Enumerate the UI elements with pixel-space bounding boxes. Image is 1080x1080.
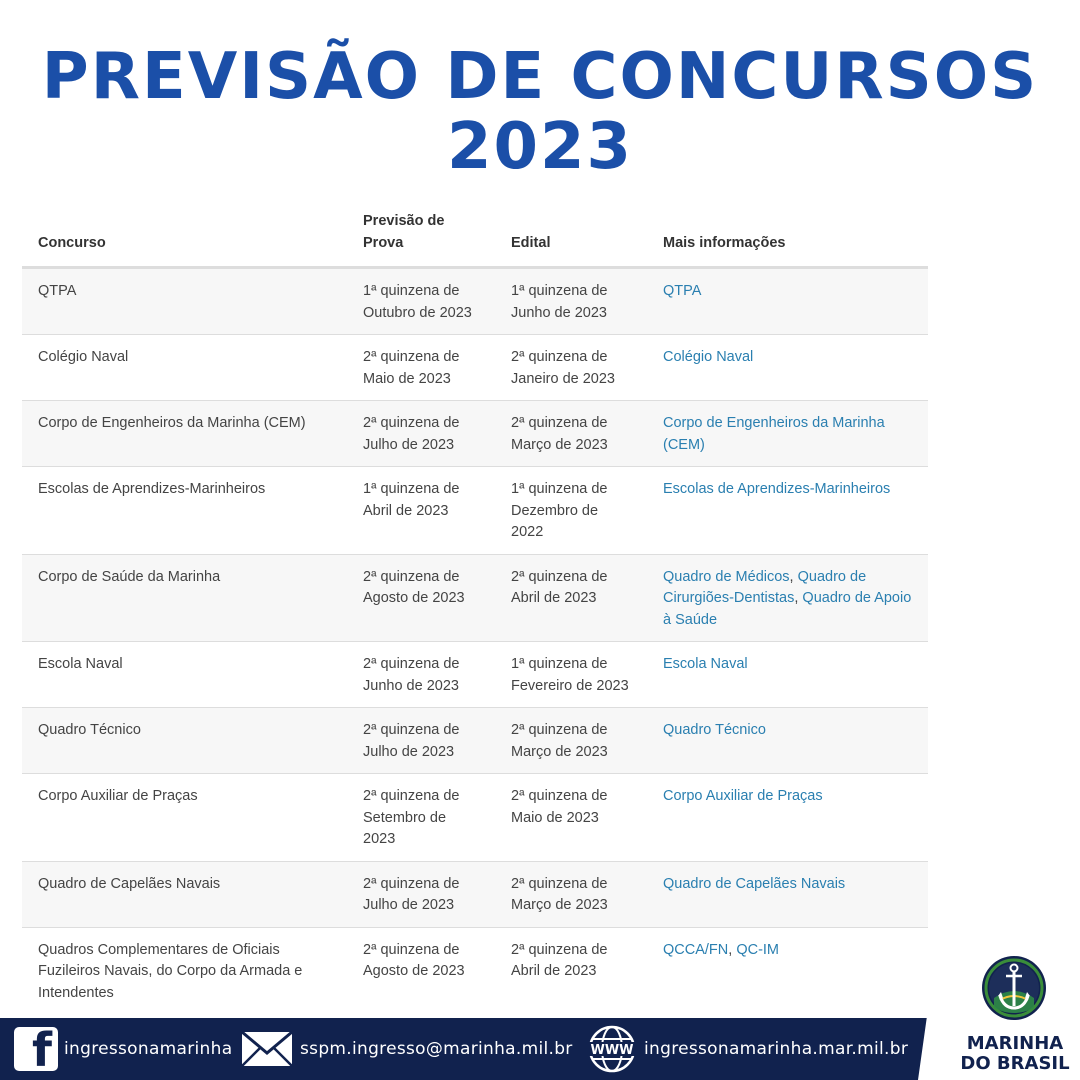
table-row: [22, 927, 928, 1014]
cell-previsao-prova: 2ª quinzena de Agosto de 2023: [347, 927, 495, 1014]
table-row: [22, 554, 928, 642]
website-url: ingressonamarinha.mar.mil.br: [644, 1039, 909, 1059]
brand-name: [950, 1034, 1080, 1074]
footer-bar: [0, 1018, 1080, 1080]
www-globe-icon: [586, 1023, 638, 1075]
footer-facebook[interactable]: [14, 1018, 232, 1080]
cell-concurso: Corpo Auxiliar de Praças: [22, 774, 347, 862]
cell-mais-informacoes: [647, 774, 928, 862]
column-header-edital: Edital: [495, 200, 647, 268]
brand-line1: MARINHA: [966, 1033, 1064, 1054]
cell-edital: 2ª quinzena de Abril de 2023: [495, 927, 647, 1014]
cell-edital: 1ª quinzena de Dezembro de 2022: [495, 467, 647, 555]
cell-mais-informacoes: [647, 401, 928, 467]
cell-mais-informacoes: [647, 642, 928, 708]
cell-concurso: Escolas de Aprendizes-Marinheiros: [22, 467, 347, 555]
cell-mais-informacoes: [647, 861, 928, 927]
cell-concurso: Colégio Naval: [22, 335, 347, 401]
cell-edital: 2ª quinzena de Abril de 2023: [495, 554, 647, 642]
info-link[interactable]: Quadro de Apoio à Saúde: [663, 590, 912, 628]
cell-mais-informacoes: [647, 335, 928, 401]
envelope-icon: [240, 1029, 294, 1069]
cell-concurso: Escola Naval: [22, 642, 347, 708]
brand-line2: DO BRASIL: [960, 1053, 1070, 1074]
cell-edital: 2ª quinzena de Março de 2023: [495, 708, 647, 774]
cell-previsao-prova: 2ª quinzena de Julho de 2023: [347, 708, 495, 774]
info-link[interactable]: Quadro de Cirurgiões-Dentistas: [663, 568, 867, 606]
info-link[interactable]: Quadro Técnico: [663, 722, 766, 738]
info-link[interactable]: Escola Naval: [663, 656, 748, 672]
cell-edital: 2ª quinzena de Março de 2023: [495, 401, 647, 467]
cell-mais-informacoes: [647, 467, 928, 555]
cell-mais-informacoes: [647, 268, 928, 335]
cell-mais-informacoes: [647, 708, 928, 774]
cell-previsao-prova: 1ª quinzena de Abril de 2023: [347, 467, 495, 555]
info-link[interactable]: Quadro de Capelães Navais: [663, 875, 846, 892]
cell-concurso: Quadro de Capelães Navais: [22, 861, 347, 927]
cell-previsao-prova: 2ª quinzena de Setembro de 2023: [347, 774, 495, 862]
cell-edital: 1ª quinzena de Junho de 2023: [495, 268, 647, 335]
table-row: [22, 401, 928, 467]
cell-previsao-prova: 2ª quinzena de Julho de 2023: [347, 861, 495, 927]
table-header-row: [22, 200, 928, 268]
info-link[interactable]: Corpo de Engenheiros da Marinha (CEM): [663, 415, 885, 453]
table-row: [22, 861, 928, 927]
cell-edital: 2ª quinzena de Maio de 2023: [495, 774, 647, 862]
cell-previsao-prova: 2ª quinzena de Julho de 2023: [347, 401, 495, 467]
cell-previsao-prova: 2ª quinzena de Agosto de 2023: [347, 554, 495, 642]
table-row: [22, 335, 928, 401]
cell-concurso: Corpo de Saúde da Marinha: [22, 554, 347, 642]
table-row: [22, 708, 928, 774]
cell-concurso: Quadros Complementares de Oficiais Fuzileiros Navais, do Corpo da Armada e Intendentes: [22, 927, 347, 1014]
cell-concurso: QTPA: [22, 268, 347, 335]
table-body: [22, 268, 928, 1015]
info-link[interactable]: QC-IM: [736, 941, 779, 958]
info-link[interactable]: Escolas de Aprendizes-Marinheiros: [663, 481, 891, 497]
footer-website[interactable]: [586, 1018, 908, 1080]
cell-previsao-prova: 1ª quinzena de Outubro de 2023: [347, 268, 495, 335]
facebook-handle: ingressonamarinha: [64, 1039, 233, 1059]
table-row: [22, 642, 928, 708]
email-address: sspm.ingresso@marinha.mil.br: [300, 1039, 573, 1059]
info-link[interactable]: Quadro de Médicos: [663, 568, 790, 585]
concursos-table-container: [22, 200, 928, 1014]
cell-edital: 1ª quinzena de Fevereiro de 2023: [495, 642, 647, 708]
svg-text:WWW: WWW: [590, 1043, 634, 1058]
facebook-icon: f: [14, 1027, 58, 1071]
table-row: [22, 268, 928, 335]
cell-edital: 2ª quinzena de Março de 2023: [495, 861, 647, 927]
concursos-table: [22, 200, 928, 1014]
cell-mais-informacoes: QCCA/FN, QC-IM: [647, 927, 928, 1014]
table-row: [22, 467, 928, 555]
anchor-emblem-icon: [980, 954, 1048, 1022]
footer-email[interactable]: [240, 1018, 573, 1080]
page-title-line2: 2023: [446, 110, 634, 184]
info-link[interactable]: QTPA: [663, 283, 702, 299]
info-link[interactable]: Colégio Naval: [663, 349, 754, 365]
page-title: [0, 42, 1080, 182]
cell-previsao-prova: 2ª quinzena de Junho de 2023: [347, 642, 495, 708]
cell-concurso: Quadro Técnico: [22, 708, 347, 774]
cell-concurso: Corpo de Engenheiros da Marinha (CEM): [22, 401, 347, 467]
cell-previsao-prova: 2ª quinzena de Maio de 2023: [347, 335, 495, 401]
info-link[interactable]: Corpo Auxiliar de Praças: [663, 788, 823, 804]
page-title-line1: PREVISÃO DE CONCURSOS: [41, 40, 1039, 114]
column-header-previsao: Previsão de Prova: [347, 200, 495, 268]
cell-mais-informacoes: Quadro de Médicos, Quadro de Cirurgiões-Dentistas, Quadro de Apoio à Saúde: [647, 554, 928, 642]
table-row: [22, 774, 928, 862]
column-header-concurso: Concurso: [22, 200, 347, 268]
info-link[interactable]: QCCA/FN: [663, 941, 729, 958]
cell-edital: 2ª quinzena de Janeiro de 2023: [495, 335, 647, 401]
column-header-mais-informacoes: Mais informações: [647, 200, 928, 268]
